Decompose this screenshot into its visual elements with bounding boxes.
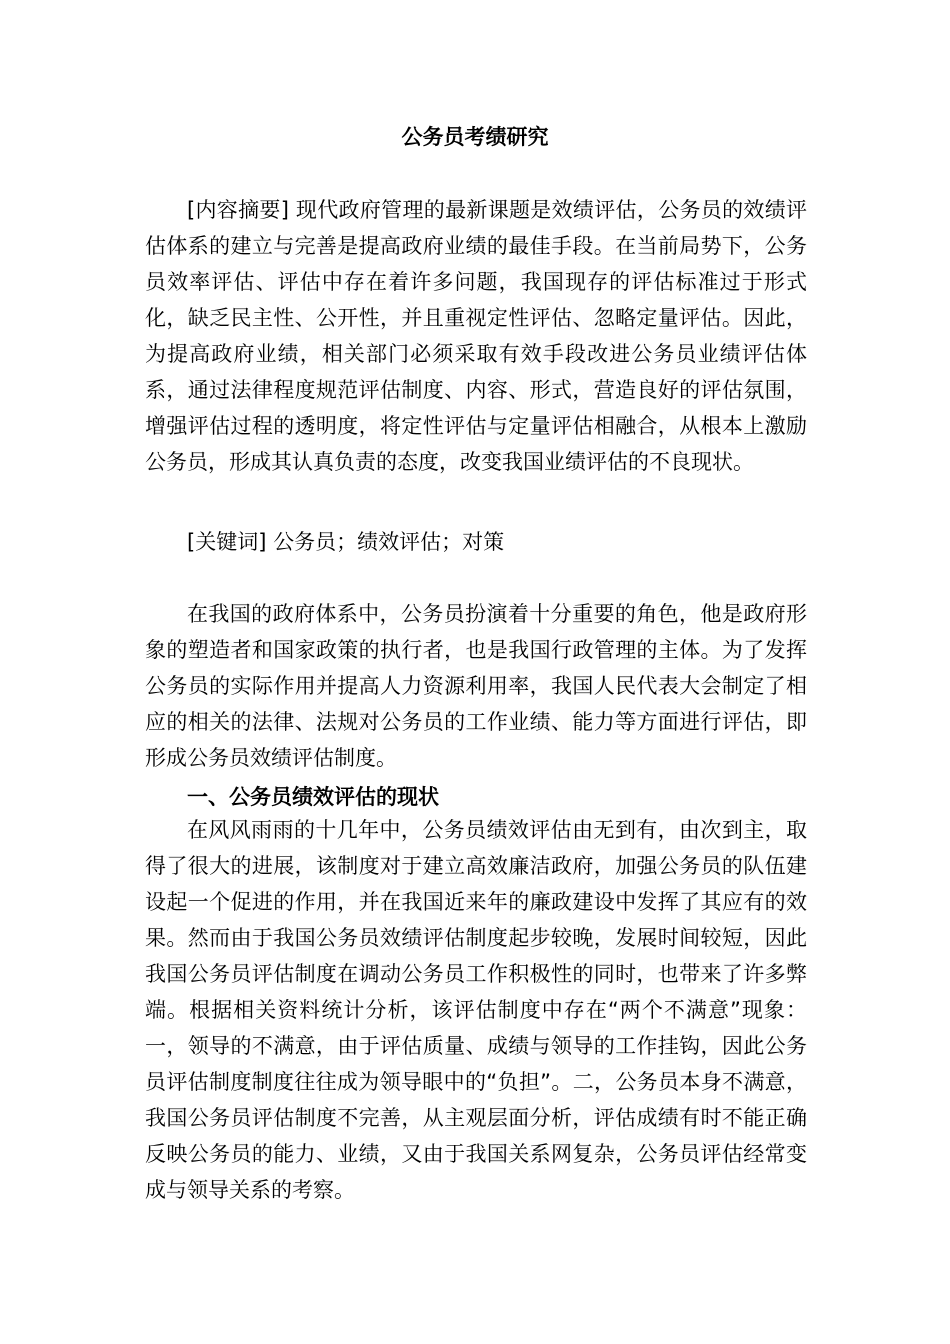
keywords-label: [关键词] (187, 530, 267, 554)
section-paragraph: 在风风雨雨的十几年中，公务员绩效评估由无到有，由次到主，取得了很大的进展，该制度对于建立高效廉洁政府，加强公务员的队伍建设起一个促进的作用，并在我国近来年的廉政建设中发挥了其应有的效果。然而由于我国公务员效绩评估制度起步较晚，发展时间较短，因此我国公务员评估制度在调动公务员工作积极性的同时，也带来了许多弊端。根据相关资料统计分析，该评估制度中存在“两个不满意”现象：一，领导的不满意，由于评估质量、成绩与领导的工作挂钩，因此公务员评估制度制度往往成为领导眼中的“负担”。二，公务员本身不满意，我国公务员评估制度不完善，从主观层面分析，评估成绩有时不能正确反映公务员的能力、业绩，又由于我国关系网复杂，公务员评估经常变成与领导关系的考察。 (145, 818, 807, 1202)
abstract-paragraph (145, 192, 807, 480)
intro-paragraph: 在我国的政府体系中，公务员扮演着十分重要的角色，他是政府形象的塑造者和国家政策的执行者，也是我国行政管理的主体。为了发挥公务员的实际作用并提高人力资源利用率，我国人民代表大会制定了相应的相关的法律、法规对公务员的工作业绩、能力等方面进行评估，即形成公务员效绩评估制度。 (145, 602, 807, 770)
document-title: 公务员考绩研究 (401, 125, 549, 149)
keywords-paragraph (145, 524, 807, 560)
abstract-label: [内容摘要] (187, 198, 289, 222)
abstract-text: 现代政府管理的最新课题是效绩评估，公务员的效绩评估体系的建立与完善是提高政府业绩的最佳手段。在当前局势下，公务员效率评估、评估中存在着许多问题，我国现存的评估标准过于形式化，缺乏民主性、公开性，并且重视定性评估、忽略定量评估。因此，为提高政府业绩，相关部门必须采取有效手段改进公务员业绩评估体系，通过法律程度规范评估制度、内容、形式，营造良好的评估氛围，增强评估过程的透明度，将定性评估与定量评估相融合，从根本上激励公务员，形成其认真负责的态度，改变我国业绩评估的不良现状。 (145, 198, 807, 474)
keywords-text: 公务员；绩效评估；对策 (273, 530, 505, 554)
section-heading: 一、公务员绩效评估的现状 (187, 785, 439, 809)
